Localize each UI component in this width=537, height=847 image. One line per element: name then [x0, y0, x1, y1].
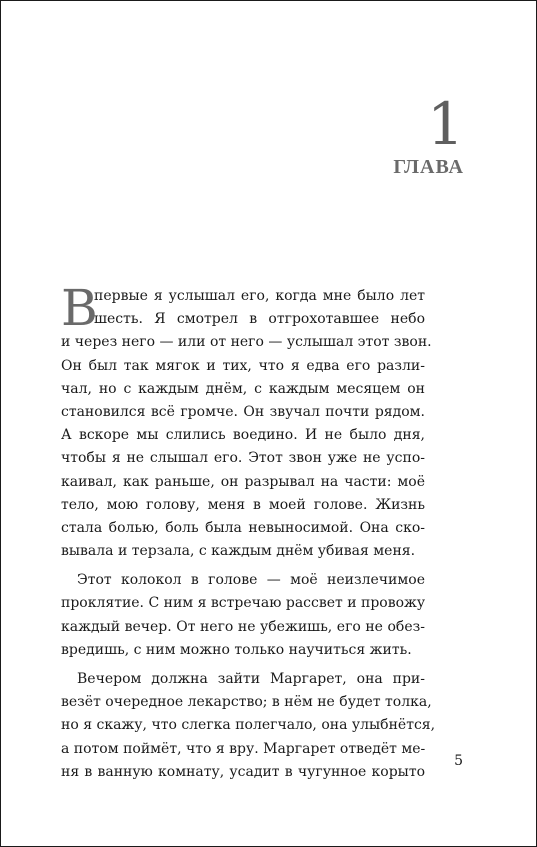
- paragraph-2: [61, 569, 425, 662]
- drop-cap-row: [61, 279, 425, 337]
- text-line: и через него — или от него — услышал этот звон.: [61, 334, 432, 351]
- chapter-text: [61, 279, 436, 784]
- text-line: а потом поймёт, что я вру. Маргарет отведёт ме-: [61, 740, 426, 757]
- text-line: вывала и терзала, с каждым днём убивая меня.: [61, 543, 416, 560]
- chapter-number: 1: [427, 90, 464, 158]
- text-line: становился всё громче. Он звучал почти рядом.: [61, 403, 425, 420]
- text-line: но я скажу, что слегка полегчало, она улыбнётся,: [61, 717, 436, 734]
- text-line: тело, мою голову, меня в моей голове. Жизнь: [61, 496, 425, 513]
- text-line: каждый вечер. От него не убежишь, его не обез-: [61, 618, 425, 635]
- text-line: Он был так мягок и тих, что я едва его разли-: [61, 357, 425, 374]
- text-line: ня в ванную комнату, усадит в чугунное корыто: [61, 763, 425, 780]
- text-line: первые я услышал его, когда мне было лет: [94, 288, 425, 304]
- text-line: чал, но с каждым днём, с каждым месяцем он: [61, 380, 425, 397]
- text-line: чтобы я не слышал его. Этот звон уже не успо-: [61, 450, 425, 467]
- text-line: А вскоре мы слились воедино. И не было дня,: [61, 427, 425, 444]
- text-line: проклятие. С ним я встречаю рассвет и провожу: [61, 595, 426, 612]
- drop-cap: В: [61, 279, 98, 337]
- text-line: Вечером должна зайти Маргарет, она при-: [77, 671, 425, 687]
- text-line: вредишь, с ним можно только научиться жить.: [61, 641, 412, 658]
- text-line: Этот колокол в голове — моё неизлечимое: [77, 572, 425, 589]
- paragraph-1: [61, 279, 432, 563]
- paragraph-3: [61, 668, 436, 784]
- page-number: 5: [454, 753, 463, 769]
- chapter-label: ГЛАВА: [393, 156, 464, 178]
- text-line: шесть. Я смотрел в отгрохотавшее небо: [94, 311, 425, 328]
- text-line: стала болью, боль была невыносимой. Она ско-: [61, 519, 425, 536]
- text-line: каивал, как раньше, он разрывал на части: моё: [61, 473, 425, 490]
- text-line: везёт очередное лекарство; в нём не будет толка,: [61, 694, 432, 711]
